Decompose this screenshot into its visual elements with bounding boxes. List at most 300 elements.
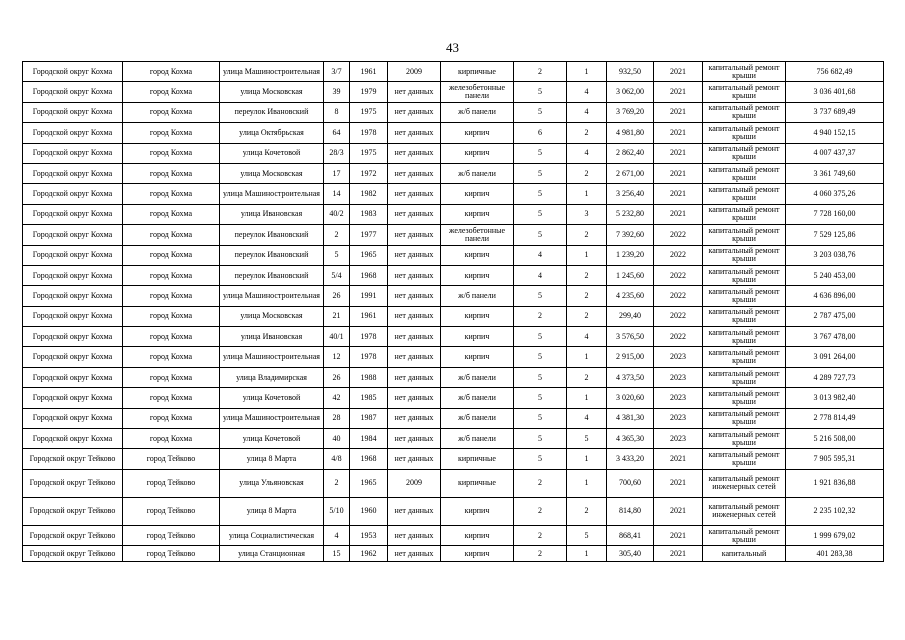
cell-settlement: город Кохма [123,82,220,102]
cell-street: переулок Ивановский [220,265,324,285]
cell-year-renovated: нет данных [388,82,441,102]
cell-year-built: 1975 [350,143,388,163]
cell-settlement: город Тейково [123,525,220,545]
cell-entrances: 4 [567,143,607,163]
cell-house-number: 21 [324,306,350,326]
cell-wall-material: ж/б панели [441,408,514,428]
cell-year-renovated: нет данных [388,143,441,163]
cell-repair-type: капитальный ремонт крыши [703,306,786,326]
table-row [23,163,884,183]
cell-repair-type: капитальный ремонт крыши [703,286,786,306]
cell-floors: 4 [514,265,567,285]
cell-municipality: Городской округ Тейково [23,525,123,545]
cell-settlement: город Кохма [123,102,220,122]
cell-entrances: 4 [567,408,607,428]
cell-street: улица Машиностроительная [220,184,324,204]
cell-street: улица Машиностроительная [220,62,324,82]
cell-repair-type: капитальный ремонт крыши [703,408,786,428]
cell-repair-year: 2021 [654,82,703,102]
cell-floors: 5 [514,408,567,428]
cell-repair-type: капитальный ремонт крыши [703,327,786,347]
cell-cost: 4 636 896,00 [786,286,884,306]
cell-area: 305,40 [607,546,654,562]
cell-municipality: Городской округ Кохма [23,225,123,245]
cell-entrances: 4 [567,82,607,102]
cell-area: 932,50 [607,62,654,82]
cell-repair-year: 2022 [654,265,703,285]
cell-cost: 2 235 102,32 [786,497,884,525]
cell-repair-type: капитальный ремонт инженерных сетей [703,469,786,497]
cell-settlement: город Кохма [123,306,220,326]
cell-entrances: 1 [567,62,607,82]
cell-street: улица Ульяновская [220,469,324,497]
cell-repair-year: 2021 [654,62,703,82]
cell-street: улица Станционная [220,546,324,562]
cell-year-built: 1961 [350,306,388,326]
cell-year-renovated: 2009 [388,469,441,497]
cell-wall-material: кирпич [441,204,514,224]
cell-area: 1 239,20 [607,245,654,265]
cell-wall-material: кирпич [441,497,514,525]
cell-year-built: 1961 [350,62,388,82]
cell-area: 2 862,40 [607,143,654,163]
cell-house-number: 28/3 [324,143,350,163]
cell-year-built: 1987 [350,408,388,428]
cell-house-number: 14 [324,184,350,204]
cell-repair-type: капитальный ремонт крыши [703,123,786,143]
cell-year-built: 1988 [350,367,388,387]
cell-house-number: 5/10 [324,497,350,525]
cell-wall-material: кирпич [441,347,514,367]
cell-cost: 4 060 375,26 [786,184,884,204]
cell-entrances: 2 [567,367,607,387]
cell-area: 299,40 [607,306,654,326]
cell-floors: 5 [514,163,567,183]
cell-municipality: Городской округ Кохма [23,347,123,367]
cell-year-renovated: нет данных [388,204,441,224]
table-row [23,388,884,408]
cell-repair-type: капитальный ремонт крыши [703,265,786,285]
cell-year-renovated: нет данных [388,327,441,347]
table-row [23,123,884,143]
cell-floors: 5 [514,286,567,306]
cell-cost: 3 737 689,49 [786,102,884,122]
cell-cost: 5 240 453,00 [786,265,884,285]
cell-year-renovated: нет данных [388,163,441,183]
cell-year-renovated: нет данных [388,497,441,525]
cell-entrances: 2 [567,265,607,285]
cell-repair-type: капитальный ремонт крыши [703,163,786,183]
cell-wall-material: кирпич [441,143,514,163]
cell-repair-year: 2021 [654,143,703,163]
cell-municipality: Городской округ Тейково [23,497,123,525]
cell-house-number: 28 [324,408,350,428]
cell-entrances: 2 [567,306,607,326]
cell-settlement: город Тейково [123,546,220,562]
cell-floors: 5 [514,367,567,387]
cell-year-renovated: нет данных [388,265,441,285]
cell-repair-type: капитальный ремонт крыши [703,525,786,545]
cell-municipality: Городской округ Кохма [23,245,123,265]
cell-repair-type: капитальный ремонт крыши [703,449,786,469]
cell-entrances: 5 [567,429,607,449]
table-row [23,286,884,306]
cell-area: 5 232,80 [607,204,654,224]
cell-wall-material: кирпич [441,245,514,265]
cell-repair-year: 2022 [654,225,703,245]
cell-wall-material: ж/б панели [441,102,514,122]
cell-year-built: 1984 [350,429,388,449]
cell-repair-type: капитальный [703,546,786,562]
cell-repair-year: 2023 [654,429,703,449]
table-row [23,525,884,545]
cell-settlement: город Кохма [123,225,220,245]
cell-repair-year: 2022 [654,286,703,306]
cell-settlement: город Кохма [123,347,220,367]
cell-municipality: Городской округ Кохма [23,62,123,82]
cell-year-built: 1975 [350,102,388,122]
cell-house-number: 42 [324,388,350,408]
cell-year-built: 1965 [350,245,388,265]
cell-year-renovated: нет данных [388,449,441,469]
cell-year-built: 1977 [350,225,388,245]
cell-cost: 1 999 679,02 [786,525,884,545]
cell-house-number: 8 [324,102,350,122]
cell-entrances: 1 [567,245,607,265]
cell-floors: 6 [514,123,567,143]
cell-wall-material: железобетонные панели [441,225,514,245]
cell-cost: 3 036 401,68 [786,82,884,102]
table-row [23,62,884,82]
table-row [23,347,884,367]
cell-wall-material: ж/б панели [441,163,514,183]
cell-year-built: 1982 [350,184,388,204]
cell-entrances: 2 [567,123,607,143]
cell-year-built: 1978 [350,123,388,143]
cell-cost: 7 905 595,31 [786,449,884,469]
cell-entrances: 4 [567,327,607,347]
cell-cost: 3 203 038,76 [786,245,884,265]
cell-wall-material: кирпичные [441,469,514,497]
cell-municipality: Городской округ Кохма [23,286,123,306]
cell-repair-year: 2021 [654,546,703,562]
cell-repair-year: 2022 [654,327,703,347]
cell-street: переулок Ивановский [220,102,324,122]
cell-cost: 4 289 727,73 [786,367,884,387]
cell-house-number: 5 [324,245,350,265]
cell-entrances: 2 [567,497,607,525]
cell-municipality: Городской округ Кохма [23,123,123,143]
cell-floors: 5 [514,327,567,347]
cell-wall-material: кирпич [441,525,514,545]
cell-wall-material: кирпич [441,306,514,326]
cell-municipality: Городской округ Кохма [23,388,123,408]
cell-street: улица 8 Марта [220,449,324,469]
cell-repair-year: 2023 [654,347,703,367]
cell-street: улица Машиностроительная [220,286,324,306]
cell-cost: 2 778 814,49 [786,408,884,428]
cell-cost: 5 216 508,00 [786,429,884,449]
cell-repair-year: 2021 [654,469,703,497]
table-row [23,327,884,347]
cell-entrances: 2 [567,163,607,183]
table-row [23,429,884,449]
cell-street: улица Ивановская [220,327,324,347]
cell-wall-material: кирпич [441,546,514,562]
cell-repair-year: 2021 [654,184,703,204]
housing-repair-table [22,61,884,562]
cell-street: улица Машиностроительная [220,408,324,428]
cell-floors: 5 [514,347,567,367]
cell-wall-material: ж/б панели [441,388,514,408]
cell-repair-year: 2021 [654,102,703,122]
cell-year-built: 1965 [350,469,388,497]
cell-year-renovated: нет данных [388,408,441,428]
cell-area: 700,60 [607,469,654,497]
cell-entrances: 3 [567,204,607,224]
cell-cost: 401 283,38 [786,546,884,562]
cell-year-renovated: нет данных [388,245,441,265]
cell-year-built: 1968 [350,449,388,469]
cell-area: 2 671,00 [607,163,654,183]
cell-area: 3 433,20 [607,449,654,469]
cell-street: переулок Ивановский [220,225,324,245]
cell-entrances: 1 [567,449,607,469]
cell-area: 814,80 [607,497,654,525]
cell-repair-type: капитальный ремонт крыши [703,347,786,367]
cell-settlement: город Кохма [123,62,220,82]
cell-area: 1 245,60 [607,265,654,285]
cell-year-built: 1953 [350,525,388,545]
cell-year-renovated: нет данных [388,306,441,326]
cell-street: улица Машиностроительная [220,347,324,367]
cell-repair-year: 2021 [654,163,703,183]
cell-cost: 1 921 836,88 [786,469,884,497]
cell-settlement: город Кохма [123,184,220,204]
cell-area: 4 373,50 [607,367,654,387]
cell-municipality: Городской округ Тейково [23,449,123,469]
cell-house-number: 40/1 [324,327,350,347]
cell-floors: 5 [514,429,567,449]
cell-year-built: 1978 [350,347,388,367]
cell-repair-type: капитальный ремонт инженерных сетей [703,497,786,525]
cell-year-renovated: 2009 [388,62,441,82]
cell-year-renovated: нет данных [388,286,441,306]
cell-area: 2 915,00 [607,347,654,367]
cell-year-renovated: нет данных [388,525,441,545]
cell-wall-material: железобетонные панели [441,82,514,102]
cell-repair-type: капитальный ремонт крыши [703,225,786,245]
cell-year-built: 1978 [350,327,388,347]
cell-municipality: Городской округ Кохма [23,102,123,122]
cell-repair-year: 2021 [654,497,703,525]
cell-settlement: город Кохма [123,163,220,183]
cell-house-number: 4/8 [324,449,350,469]
cell-floors: 5 [514,143,567,163]
page-number: 43 [446,40,459,55]
cell-area: 868,41 [607,525,654,545]
cell-municipality: Городской округ Кохма [23,143,123,163]
cell-municipality: Городской округ Кохма [23,408,123,428]
cell-cost: 2 787 475,00 [786,306,884,326]
cell-floors: 5 [514,82,567,102]
cell-year-renovated: нет данных [388,184,441,204]
cell-municipality: Городской округ Кохма [23,327,123,347]
cell-house-number: 40 [324,429,350,449]
cell-year-built: 1968 [350,265,388,285]
cell-entrances: 1 [567,388,607,408]
cell-street: улица Социалистическая [220,525,324,545]
cell-settlement: город Кохма [123,265,220,285]
cell-settlement: город Тейково [123,469,220,497]
cell-area: 3 062,00 [607,82,654,102]
cell-street: улица Владимирская [220,367,324,387]
cell-house-number: 2 [324,469,350,497]
cell-entrances: 1 [567,347,607,367]
cell-house-number: 4 [324,525,350,545]
cell-year-renovated: нет данных [388,347,441,367]
cell-cost: 4 007 437,37 [786,143,884,163]
cell-house-number: 40/2 [324,204,350,224]
cell-street: улица Кочетовой [220,143,324,163]
cell-floors: 2 [514,497,567,525]
cell-street: улица Ивановская [220,204,324,224]
cell-entrances: 1 [567,184,607,204]
cell-year-renovated: нет данных [388,123,441,143]
cell-year-renovated: нет данных [388,367,441,387]
cell-repair-year: 2023 [654,408,703,428]
cell-wall-material: кирпичные [441,62,514,82]
cell-year-built: 1983 [350,204,388,224]
cell-entrances: 1 [567,546,607,562]
cell-repair-type: капитальный ремонт крыши [703,245,786,265]
cell-year-renovated: нет данных [388,225,441,245]
cell-cost: 3 091 264,00 [786,347,884,367]
cell-repair-type: капитальный ремонт крыши [703,388,786,408]
cell-municipality: Городской округ Тейково [23,469,123,497]
cell-repair-type: капитальный ремонт крыши [703,204,786,224]
table-row [23,82,884,102]
cell-street: улица 8 Марта [220,497,324,525]
table-row [23,469,884,497]
cell-settlement: город Тейково [123,449,220,469]
cell-area: 4 235,60 [607,286,654,306]
cell-floors: 5 [514,102,567,122]
cell-floors: 2 [514,306,567,326]
cell-municipality: Городской округ Кохма [23,204,123,224]
cell-repair-year: 2023 [654,367,703,387]
cell-floors: 2 [514,469,567,497]
cell-floors: 4 [514,245,567,265]
cell-cost: 3 013 982,40 [786,388,884,408]
cell-settlement: город Кохма [123,327,220,347]
cell-cost: 3 767 478,00 [786,327,884,347]
cell-area: 4 365,30 [607,429,654,449]
cell-year-built: 1960 [350,497,388,525]
cell-wall-material: кирпич [441,123,514,143]
cell-repair-type: капитальный ремонт крыши [703,184,786,204]
cell-year-renovated: нет данных [388,546,441,562]
cell-street: переулок Ивановский [220,245,324,265]
cell-floors: 5 [514,204,567,224]
cell-settlement: город Кохма [123,388,220,408]
cell-street: улица Московская [220,306,324,326]
cell-repair-type: капитальный ремонт крыши [703,62,786,82]
cell-settlement: город Кохма [123,429,220,449]
cell-repair-year: 2023 [654,388,703,408]
cell-year-built: 1962 [350,546,388,562]
cell-area: 3 020,60 [607,388,654,408]
cell-settlement: город Кохма [123,204,220,224]
cell-house-number: 2 [324,225,350,245]
cell-floors: 2 [514,546,567,562]
cell-wall-material: кирпичные [441,449,514,469]
cell-year-built: 1991 [350,286,388,306]
cell-settlement: город Кохма [123,143,220,163]
cell-municipality: Городской округ Кохма [23,367,123,387]
cell-house-number: 5/4 [324,265,350,285]
cell-entrances: 2 [567,286,607,306]
cell-area: 4 381,30 [607,408,654,428]
cell-cost: 3 361 749,60 [786,163,884,183]
cell-cost: 4 940 152,15 [786,123,884,143]
cell-wall-material: кирпич [441,327,514,347]
table-row [23,306,884,326]
cell-house-number: 64 [324,123,350,143]
cell-area: 4 981,80 [607,123,654,143]
cell-house-number: 12 [324,347,350,367]
cell-repair-type: капитальный ремонт крыши [703,102,786,122]
cell-settlement: город Кохма [123,367,220,387]
cell-municipality: Городской округ Кохма [23,429,123,449]
cell-settlement: город Кохма [123,408,220,428]
cell-settlement: город Кохма [123,286,220,306]
cell-settlement: город Кохма [123,123,220,143]
table-row [23,245,884,265]
table-row [23,225,884,245]
cell-repair-year: 2022 [654,245,703,265]
table-row [23,449,884,469]
table-row [23,546,884,562]
cell-area: 3 769,20 [607,102,654,122]
cell-floors: 5 [514,388,567,408]
cell-street: улица Кочетовой [220,429,324,449]
cell-entrances: 2 [567,225,607,245]
cell-repair-type: капитальный ремонт крыши [703,82,786,102]
table-row [23,408,884,428]
cell-settlement: город Тейково [123,497,220,525]
cell-municipality: Городской округ Кохма [23,265,123,285]
cell-street: улица Кочетовой [220,388,324,408]
cell-year-renovated: нет данных [388,102,441,122]
cell-repair-type: капитальный ремонт крыши [703,143,786,163]
cell-cost: 7 728 160,00 [786,204,884,224]
cell-area: 3 256,40 [607,184,654,204]
cell-repair-year: 2021 [654,123,703,143]
cell-floors: 2 [514,525,567,545]
cell-house-number: 17 [324,163,350,183]
cell-wall-material: ж/б панели [441,286,514,306]
cell-entrances: 1 [567,469,607,497]
cell-entrances: 5 [567,525,607,545]
cell-street: улица Октябрьская [220,123,324,143]
cell-wall-material: ж/б панели [441,367,514,387]
cell-repair-year: 2021 [654,204,703,224]
table-row [23,143,884,163]
cell-area: 3 576,50 [607,327,654,347]
cell-wall-material: ж/б панели [441,429,514,449]
cell-wall-material: кирпич [441,184,514,204]
